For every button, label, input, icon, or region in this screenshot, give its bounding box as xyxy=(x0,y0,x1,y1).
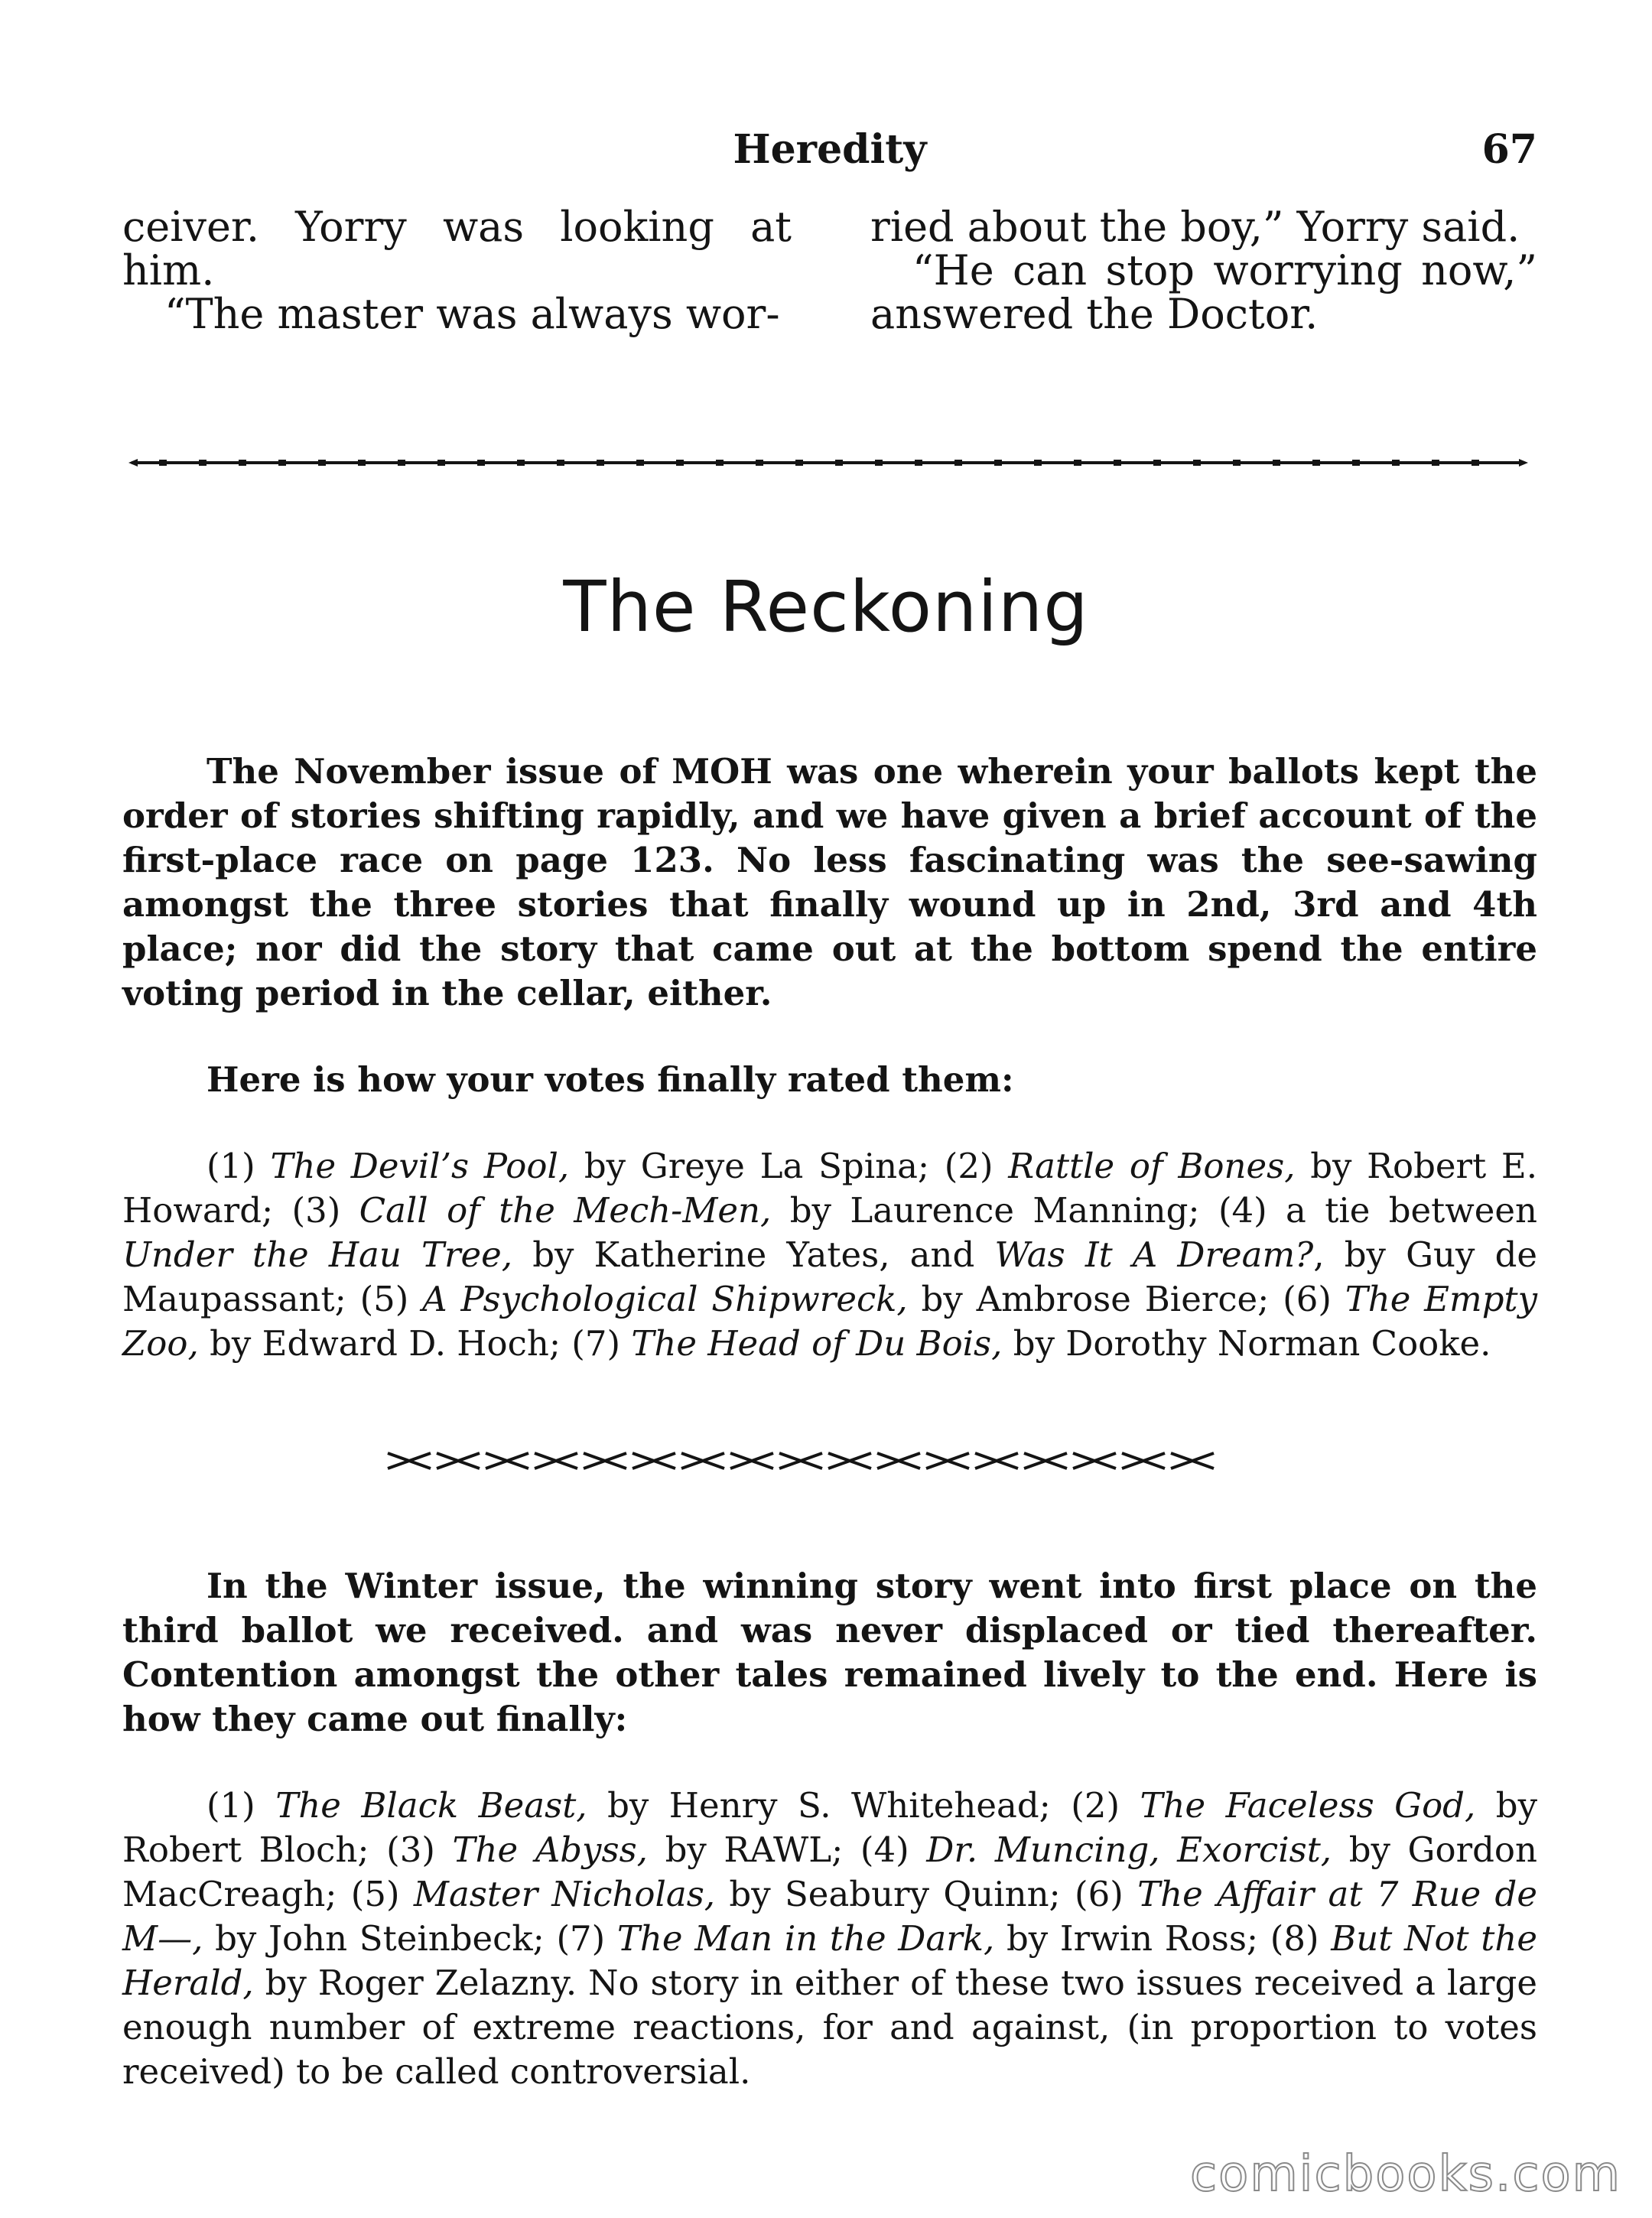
x-mark xyxy=(633,1453,675,1468)
x-mark xyxy=(437,1453,480,1468)
divider-tick xyxy=(477,460,485,466)
divider-tick xyxy=(636,460,644,466)
page-number: 67 xyxy=(1481,126,1537,173)
list-entry-number: (5) xyxy=(359,1279,423,1319)
story-title: The Empty Zoo, xyxy=(122,1279,1538,1364)
story-title: A Psychological Shipwreck, xyxy=(422,1279,908,1319)
article-title: The Reckoning xyxy=(563,566,1089,648)
x-mark xyxy=(730,1453,773,1468)
story-author: , by Guy de Maupassant; xyxy=(122,1234,1538,1319)
divider-tick xyxy=(1233,460,1241,466)
list-entry-number: (3) xyxy=(291,1190,359,1231)
list-entry-number: (7) xyxy=(556,1918,617,1959)
story-title: The Man in the Dark, xyxy=(616,1918,995,1959)
story-title: Was It A Dream? xyxy=(994,1234,1314,1275)
divider-tick xyxy=(1392,460,1400,466)
dashed-rule-ornament xyxy=(128,457,1528,468)
x-mark xyxy=(926,1453,969,1468)
divider-tick xyxy=(1153,460,1161,466)
article-body-part-2 xyxy=(122,1564,1537,2094)
story-author: by Henry S. Whitehead; xyxy=(587,1785,1072,1826)
divider-tick xyxy=(1034,460,1042,466)
story-author: by Gordon MacCreagh; xyxy=(122,1829,1537,1914)
results-list-november xyxy=(122,1144,1537,1366)
divider-tick xyxy=(676,460,684,466)
right-column xyxy=(870,205,1537,336)
divider-tick xyxy=(398,460,405,466)
divider-tick xyxy=(517,460,525,466)
left-column xyxy=(122,205,792,336)
story-author: by RAWL; xyxy=(647,1829,860,1870)
story-author: by Laurence Manning; xyxy=(771,1190,1218,1231)
left-column-para-1: ceiver. Yorry was looking at him. xyxy=(122,203,792,294)
list-entry-number: (2) xyxy=(1071,1785,1140,1826)
divider-tick xyxy=(716,460,724,466)
list-entry-number: (1) xyxy=(206,1146,271,1186)
divider-tick xyxy=(795,460,803,466)
divider-tick xyxy=(875,460,883,466)
divider-tick xyxy=(1193,460,1201,466)
divider-tick xyxy=(1273,460,1280,466)
paragraph-1: The November issue of MOH was one wherein your ballots kept the order of stories shifting rapidly, and we have given a brief account of the first-place race on page 123. No less fascinating was the see-sawing amongst the three stories that finally wound up in 2nd, 3rd and 4th place; nor did the story that came out at the bottom spend the entire voting period in the cellar, either. xyxy=(122,751,1537,1013)
paragraph-2: Here is how your votes finally rated them: xyxy=(206,1059,1014,1100)
story-author: by Dorothy Norman Cooke. xyxy=(1002,1323,1491,1364)
divider-tick xyxy=(994,460,1002,466)
divider-tick xyxy=(756,460,763,466)
story-title: The Devil’s Pool, xyxy=(270,1146,570,1186)
story-author: by Roger Zelazny. xyxy=(253,1963,589,2003)
story-title: The Black Beast, xyxy=(275,1785,587,1826)
divider-tick xyxy=(597,460,604,466)
list-entry-number: (6) xyxy=(1283,1279,1345,1319)
x-mark xyxy=(486,1453,528,1468)
divider-tick xyxy=(278,460,286,466)
divider-tick xyxy=(159,460,167,466)
story-title: Master Nicholas, xyxy=(413,1874,716,1914)
story-title: Under the Hau Tree, xyxy=(122,1234,513,1275)
divider-tick xyxy=(1114,460,1121,466)
x-mark xyxy=(1024,1453,1067,1468)
story-author: by Katherine Yates, and xyxy=(512,1234,995,1275)
divider-tick xyxy=(1074,460,1081,466)
left-column-para-2: “The master was always wor- xyxy=(164,290,780,338)
divider-tick xyxy=(437,460,445,466)
running-head-title: Heredity xyxy=(733,126,927,173)
divider-tick xyxy=(1352,460,1360,466)
x-pattern-ornament xyxy=(386,1446,1266,1476)
divider-tick xyxy=(954,460,962,466)
x-mark xyxy=(1122,1453,1165,1468)
x-mark xyxy=(779,1453,822,1468)
x-mark xyxy=(584,1453,626,1468)
right-column-para-1: ried about the boy,” Yorry said. xyxy=(870,203,1520,251)
section-divider xyxy=(128,457,1528,468)
paragraph-3: In the Winter issue, the winning story went into first place on the third ballot we received. and was never displaced or tied thereafter. Contention amongst the other tales remained lively to the end. Here is how they came out finally: xyxy=(122,1566,1537,1739)
list-entry-number: (4) a tie between xyxy=(1218,1190,1538,1231)
x-mark xyxy=(828,1453,871,1468)
article-body-part-1 xyxy=(122,750,1537,1366)
x-mark xyxy=(975,1453,1018,1468)
story-author: by Ambrose Bierce; xyxy=(907,1279,1283,1319)
story-title: Dr. Muncing, Exorcist, xyxy=(926,1829,1332,1870)
divider-tick xyxy=(557,460,564,466)
story-title: The Abyss, xyxy=(452,1829,648,1870)
divider-tick xyxy=(1312,460,1320,466)
divider-tick xyxy=(1432,460,1439,466)
story-author: by Greye La Spina; xyxy=(569,1146,945,1186)
story-title: Rattle of Bones, xyxy=(1008,1146,1296,1186)
divider-tick xyxy=(358,460,366,466)
list-entry-number: (7) xyxy=(571,1323,632,1364)
divider-tick xyxy=(915,460,922,466)
x-mark xyxy=(681,1453,724,1468)
list-entry-number: (4) xyxy=(860,1829,927,1870)
divider-tick xyxy=(199,460,206,466)
cross-ornament xyxy=(386,1446,1266,1476)
list-entry-number: (1) xyxy=(206,1785,276,1826)
results-list-winter xyxy=(122,1784,1537,2094)
x-mark xyxy=(388,1453,431,1468)
watermark-logo: comicbooks.com xyxy=(1189,2146,1621,2203)
x-mark xyxy=(1171,1453,1214,1468)
story-title: The Affair at 7 Rue de M—, xyxy=(122,1874,1537,1959)
closing-remark: No story in either of these two issues received a large enough number of extreme reactions, for and against, (in proportion to votes received) to be called controversial. xyxy=(122,1963,1537,2092)
list-entry-number: (6) xyxy=(1075,1874,1138,1914)
story-author: by Edward D. Hoch; xyxy=(198,1323,572,1364)
story-title: But Not the Herald, xyxy=(122,1918,1538,2003)
x-mark xyxy=(535,1453,577,1468)
story-title: The Faceless God, xyxy=(1140,1785,1476,1826)
story-author: by Robert E. Howard; xyxy=(122,1146,1538,1231)
story-author: by Seabury Quinn; xyxy=(715,1874,1075,1914)
x-mark xyxy=(1073,1453,1116,1468)
divider-tick xyxy=(318,460,326,466)
story-author: by Robert Bloch; xyxy=(122,1785,1538,1870)
story-title: The Head of Du Bois, xyxy=(631,1323,1003,1364)
story-author: by John Steinbeck; xyxy=(203,1918,557,1959)
x-mark xyxy=(877,1453,920,1468)
divider-tick xyxy=(835,460,843,466)
running-head xyxy=(122,126,1537,180)
list-entry-number: (5) xyxy=(350,1874,414,1914)
divider-tick xyxy=(1472,460,1479,466)
list-entry-number: (2) xyxy=(944,1146,1009,1186)
list-entry-number: (8) xyxy=(1270,1918,1332,1959)
right-column-para-2: “He can stop worrying now,” answered the Doctor. xyxy=(870,246,1537,338)
divider-tick xyxy=(239,460,246,466)
story-author: by Irwin Ross; xyxy=(994,1918,1270,1959)
story-title: Call of the Mech-Men, xyxy=(359,1190,772,1231)
list-entry-number: (3) xyxy=(386,1829,453,1870)
